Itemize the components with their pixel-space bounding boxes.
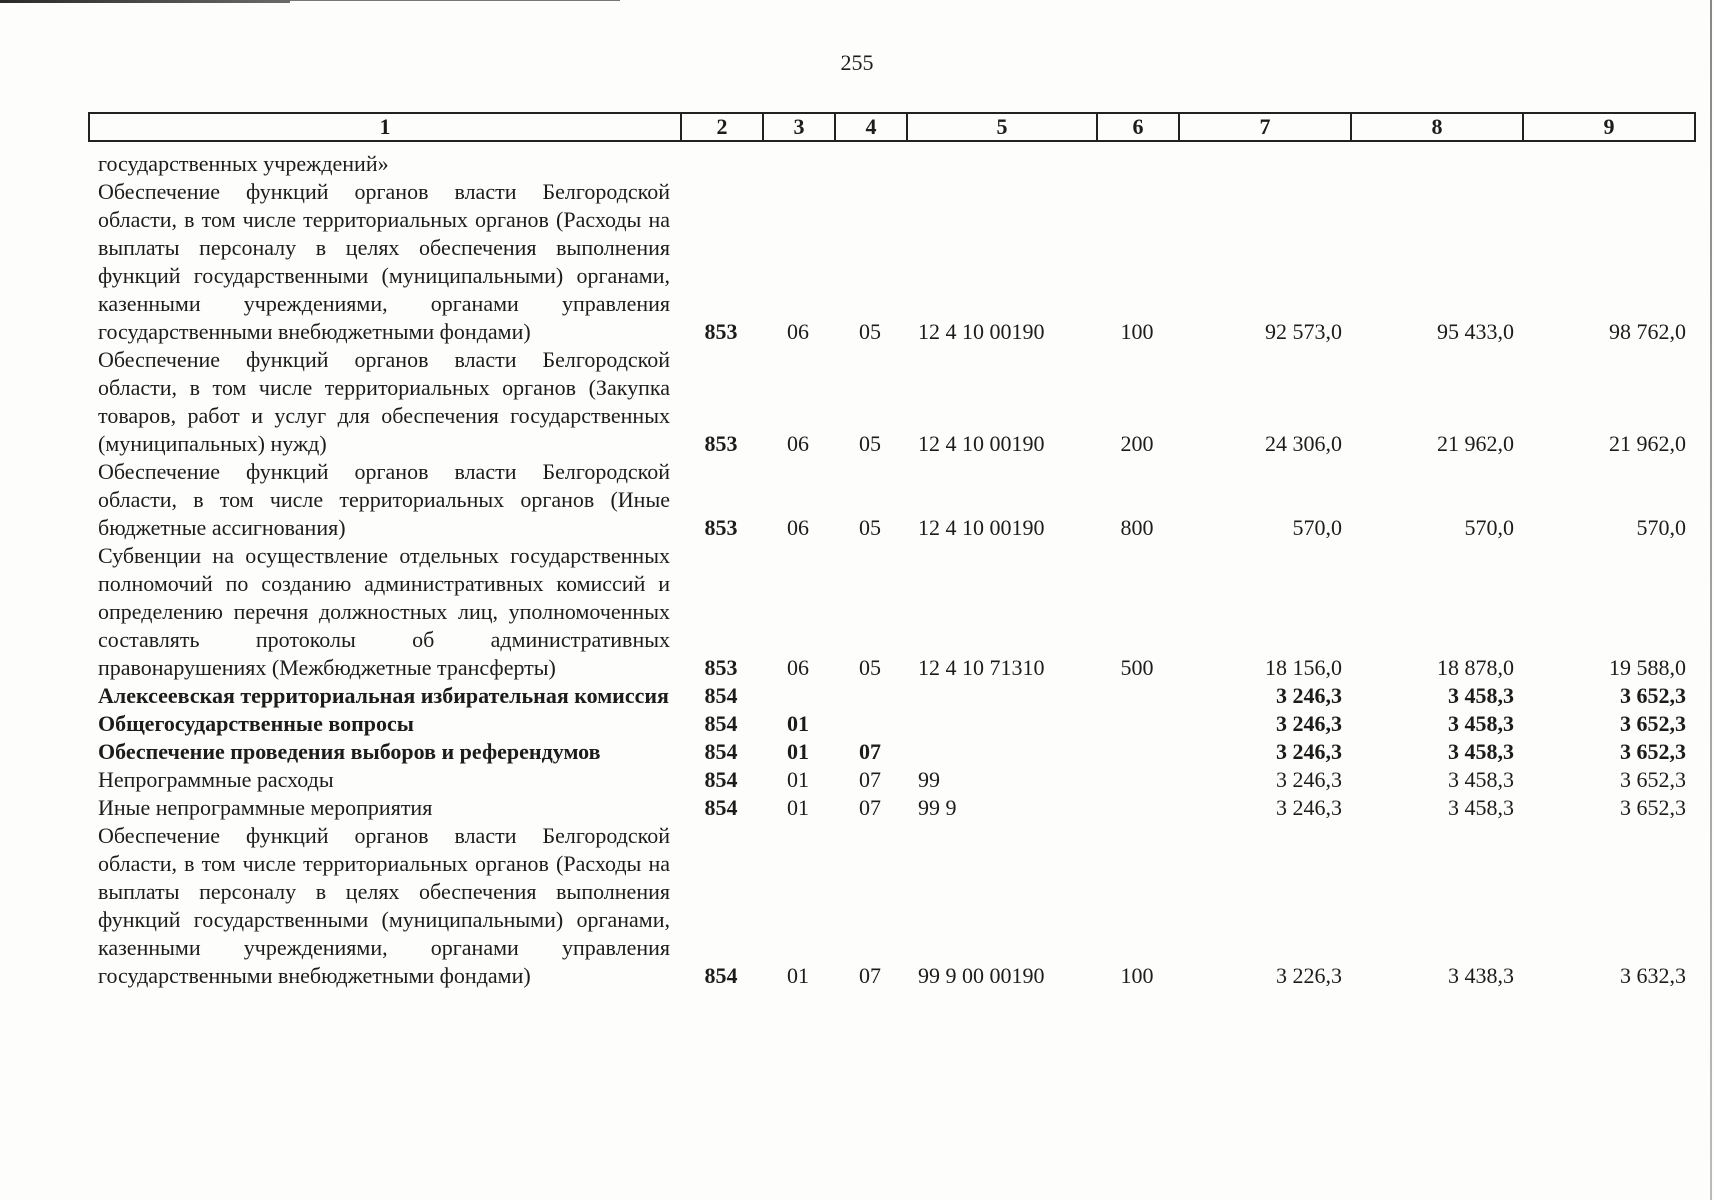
section-code: 06 bbox=[787, 319, 809, 344]
target-article: 12 4 10 00190 bbox=[918, 431, 1045, 456]
table-row bbox=[88, 150, 1694, 178]
amount-year-3: 98 762,0 bbox=[1609, 319, 1686, 344]
expense-type bbox=[1096, 766, 1178, 794]
subsection-code: 05 bbox=[859, 655, 881, 680]
column-header-2: 2 bbox=[681, 113, 763, 141]
subsection-code: 07 bbox=[859, 739, 881, 764]
subsection-code bbox=[834, 682, 906, 710]
ministry-code: 854 bbox=[704, 739, 738, 764]
amount-year-3: 3 632,3 bbox=[1620, 963, 1686, 988]
amount-year-2: 3 458,3 bbox=[1448, 767, 1514, 792]
ministry-code: 853 bbox=[704, 655, 738, 680]
expense-type: 800 bbox=[1120, 515, 1154, 540]
target-article: 12 4 10 00190 bbox=[918, 515, 1045, 540]
subsection-code: 05 bbox=[859, 319, 881, 344]
row-name: Субвенции на осуществление отдельных государственных полномочий по созданию административных комиссий и определению перечня должностных лиц, уполномоченных составлять протоколы об административных правонарушениях (Межбюджетные трансферты) bbox=[98, 543, 670, 680]
ministry-code: 854 bbox=[704, 795, 738, 820]
amount-year-3: 3 652,3 bbox=[1620, 767, 1686, 792]
table-row bbox=[88, 794, 1694, 822]
row-name: Непрограммные расходы bbox=[98, 767, 334, 792]
target-article: 12 4 10 00190 bbox=[918, 319, 1045, 344]
table-row bbox=[88, 178, 1694, 346]
amount-year-2 bbox=[1350, 150, 1522, 178]
expense-type: 100 bbox=[1120, 963, 1154, 988]
amount-year-3: 570,0 bbox=[1636, 515, 1686, 540]
section-code: 06 bbox=[787, 515, 809, 540]
section-code: 01 bbox=[787, 739, 809, 764]
expense-type bbox=[1096, 794, 1178, 822]
expense-type bbox=[1096, 682, 1178, 710]
target-article bbox=[906, 710, 1096, 738]
column-header-4: 4 bbox=[835, 113, 907, 141]
section-code: 01 bbox=[787, 711, 809, 736]
table-row bbox=[88, 458, 1694, 542]
subsection-code: 05 bbox=[859, 515, 881, 540]
row-name: Обеспечение функций органов власти Белгородской области, в том числе территориальных органов (Расходы на выплаты персоналу в целях обеспечения выполнения функций государственными (муниципальными) органами, казенными учреждениями, органами управления государственными внебюджетными фондами) bbox=[98, 179, 670, 344]
subsection-code: 05 bbox=[859, 431, 881, 456]
subsection-code bbox=[834, 150, 906, 178]
scan-edge-top-thin bbox=[290, 0, 620, 1]
row-name: Общегосударственные вопросы bbox=[98, 711, 414, 736]
subsection-code: 07 bbox=[859, 767, 881, 792]
ministry-code: 853 bbox=[704, 431, 738, 456]
target-article bbox=[906, 738, 1096, 766]
ministry-code: 853 bbox=[704, 515, 738, 540]
column-header-table bbox=[88, 112, 1696, 142]
row-name: Алексеевская территориальная избирательная комиссия bbox=[98, 683, 669, 708]
column-header-9: 9 bbox=[1523, 113, 1695, 141]
expense-type: 100 bbox=[1120, 319, 1154, 344]
scan-edge-top bbox=[0, 0, 290, 3]
table-row bbox=[88, 542, 1694, 682]
amount-year-2: 3 458,3 bbox=[1448, 795, 1514, 820]
amount-year-2: 95 433,0 bbox=[1437, 319, 1514, 344]
row-name: Обеспечение функций органов власти Белгородской области, в том числе территориальных органов (Иные бюджетные ассигнования) bbox=[98, 459, 670, 540]
section-code bbox=[762, 682, 834, 710]
amount-year-2: 570,0 bbox=[1464, 515, 1514, 540]
amount-year-2: 21 962,0 bbox=[1437, 431, 1514, 456]
page-number: 255 bbox=[840, 50, 874, 75]
amount-year-2: 3 458,3 bbox=[1448, 739, 1514, 764]
column-header-5: 5 bbox=[907, 113, 1097, 141]
section-code: 01 bbox=[787, 795, 809, 820]
amount-year-3: 3 652,3 bbox=[1620, 683, 1686, 708]
amount-year-1: 18 156,0 bbox=[1265, 655, 1342, 680]
table-row bbox=[88, 346, 1694, 458]
amount-year-2: 3 458,3 bbox=[1448, 683, 1514, 708]
budget-table bbox=[88, 150, 1694, 990]
expense-type: 200 bbox=[1120, 431, 1154, 456]
expense-type bbox=[1096, 710, 1178, 738]
subsection-code: 07 bbox=[859, 963, 881, 988]
subsection-code: 07 bbox=[859, 795, 881, 820]
amount-year-1 bbox=[1178, 150, 1350, 178]
ministry-code: 854 bbox=[704, 767, 738, 792]
amount-year-3: 3 652,3 bbox=[1620, 711, 1686, 736]
column-header-1: 1 bbox=[89, 113, 681, 141]
amount-year-3: 3 652,3 bbox=[1620, 795, 1686, 820]
column-header-row bbox=[89, 113, 1695, 141]
table-row bbox=[88, 738, 1694, 766]
amount-year-1: 3 246,3 bbox=[1276, 683, 1342, 708]
row-name: Иные непрограммные мероприятия bbox=[98, 795, 433, 820]
amount-year-1: 3 226,3 bbox=[1276, 963, 1342, 988]
amount-year-3: 21 962,0 bbox=[1609, 431, 1686, 456]
column-header-6: 6 bbox=[1097, 113, 1179, 141]
ministry-code bbox=[680, 150, 762, 178]
row-name: Обеспечение функций органов власти Белгородской области, в том числе территориальных органов (Расходы на выплаты персоналу в целях обеспечения выполнения функций государственными (муниципальными) органами, казенными учреждениями, органами управления государственными внебюджетными фондами) bbox=[98, 823, 670, 988]
row-name: Обеспечение функций органов власти Белгородской области, в том числе территориальных органов (Закупка товаров, работ и услуг для обеспечения государственных (муниципальных) нужд) bbox=[98, 347, 670, 456]
expense-type bbox=[1096, 738, 1178, 766]
table-row bbox=[88, 766, 1694, 794]
amount-year-1: 3 246,3 bbox=[1276, 711, 1342, 736]
section-code: 01 bbox=[787, 963, 809, 988]
amount-year-1: 3 246,3 bbox=[1276, 795, 1342, 820]
scan-edge-right bbox=[1710, 0, 1712, 1200]
section-code: 01 bbox=[787, 767, 809, 792]
expense-type: 500 bbox=[1120, 655, 1154, 680]
target-article bbox=[906, 682, 1096, 710]
ministry-code: 854 bbox=[704, 963, 738, 988]
amount-year-2: 18 878,0 bbox=[1437, 655, 1514, 680]
target-article: 99 9 bbox=[918, 795, 957, 820]
amount-year-1: 92 573,0 bbox=[1265, 319, 1342, 344]
amount-year-2: 3 438,3 bbox=[1448, 963, 1514, 988]
section-code: 06 bbox=[787, 431, 809, 456]
amount-year-2: 3 458,3 bbox=[1448, 711, 1514, 736]
table-row bbox=[88, 822, 1694, 990]
row-name: государственных учреждений» bbox=[98, 151, 389, 176]
expense-type bbox=[1096, 150, 1178, 178]
column-header-3: 3 bbox=[763, 113, 835, 141]
ministry-code: 854 bbox=[704, 683, 738, 708]
table-row bbox=[88, 710, 1694, 738]
section-code: 06 bbox=[787, 655, 809, 680]
ministry-code: 853 bbox=[704, 319, 738, 344]
amount-year-1: 3 246,3 bbox=[1276, 767, 1342, 792]
ministry-code: 854 bbox=[704, 711, 738, 736]
column-header-8: 8 bbox=[1351, 113, 1523, 141]
amount-year-3: 3 652,3 bbox=[1620, 739, 1686, 764]
target-article: 99 9 00 00190 bbox=[918, 963, 1045, 988]
table-row bbox=[88, 682, 1694, 710]
target-article: 12 4 10 71310 bbox=[918, 655, 1045, 680]
amount-year-3: 19 588,0 bbox=[1609, 655, 1686, 680]
amount-year-3 bbox=[1522, 150, 1694, 178]
target-article: 99 bbox=[918, 767, 940, 792]
amount-year-1: 24 306,0 bbox=[1265, 431, 1342, 456]
subsection-code bbox=[834, 710, 906, 738]
amount-year-1: 3 246,3 bbox=[1276, 739, 1342, 764]
target-article bbox=[906, 150, 1096, 178]
row-name: Обеспечение проведения выборов и референдумов bbox=[98, 739, 601, 764]
section-code bbox=[762, 150, 834, 178]
column-header-7: 7 bbox=[1179, 113, 1351, 141]
amount-year-1: 570,0 bbox=[1292, 515, 1342, 540]
